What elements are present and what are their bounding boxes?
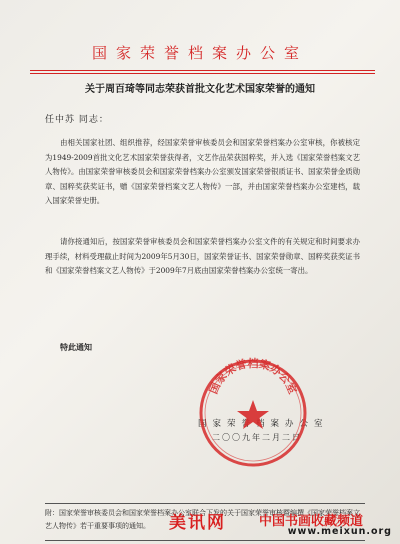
salutation: 任中苏 同志：	[45, 115, 109, 125]
letterhead-rule-top	[30, 70, 375, 71]
footnote: 附：国家荣誉审核委员会和国家荣誉档案办公室联合下发的关于国家荣誉审核暨编撰《国家荣誉档案文艺人物传》若干重要事项的通知。	[45, 509, 360, 530]
closing-remark: 特此通知	[60, 342, 92, 352]
footnote-divider-bottom	[45, 540, 365, 541]
signature-org: 国家荣誉档案办公室	[198, 419, 329, 429]
svg-text:国家荣誉档案办公室: 国家荣誉档案办公室	[206, 357, 300, 396]
paragraph-2: 请你接通知后，按国家荣誉审核委员会和国家荣誉档案办公室文件的有关规定和时间要求办理手续，材料受理截止时间为2009年5月30日，国家荣誉证书、国家荣誉勋章、国粹奖获奖证书和《国家荣誉档案文艺人物传》于2009年7月底由国家荣誉档案办公室统一寄出。	[45, 237, 360, 275]
watermark-channel: 中国书画收藏频道	[259, 514, 364, 529]
watermark-brand: 美讯网	[169, 513, 226, 533]
signature-date: 二〇〇九年二月二日	[212, 433, 302, 442]
footnote-divider	[45, 503, 365, 504]
letterhead: 国家荣誉档案办公室	[91, 44, 308, 62]
letterhead-rule-bottom	[30, 73, 375, 74]
document-subject: 关于周百琦等同志荣获首批文化艺术国家荣誉的通知	[85, 84, 315, 95]
seal-star-icon	[237, 400, 269, 429]
watermark-url: www.meixun.org	[287, 526, 392, 537]
paragraph-1: 由相关国家社团、组织推荐，经国家荣誉审核委员会和国家荣誉档案办公室审核，你被核定为1949-2009首批文化艺术国家荣誉获得者，文艺作品荣获国粹奖，并入选《国家荣誉档案文艺人物传》。由国家荣誉审核委员会和国家荣誉档案办公室颁发国家荣誉银质证书、国家荣誉金质勋章、国粹奖获奖证书，赠《国家荣誉档案文艺人物传》一部，并由国家荣誉档案办公室建档，载入国家荣誉史册。	[45, 138, 360, 205]
official-seal-icon	[197, 357, 309, 469]
